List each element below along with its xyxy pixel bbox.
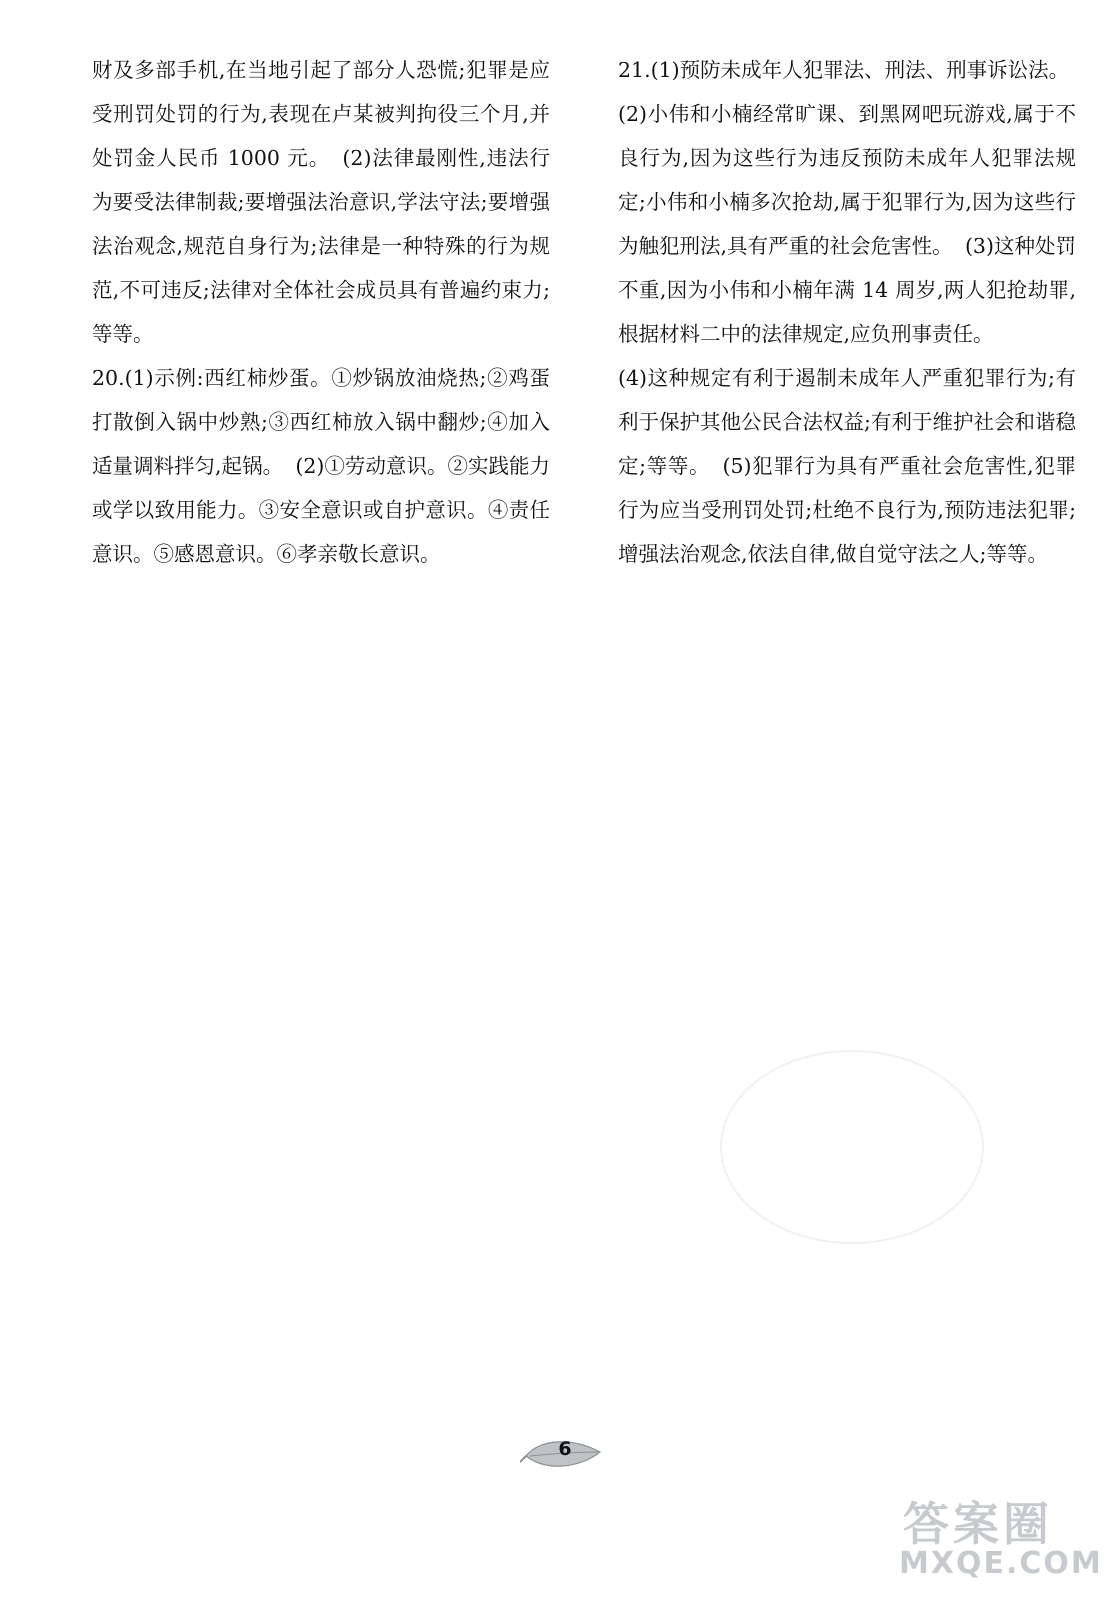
paragraph-21-part-1 xyxy=(618,48,1076,92)
watermark-logo-text: 答案圈 xyxy=(903,1497,1053,1551)
faint-stamp-mark xyxy=(720,1050,984,1244)
text-segment: 20.(1)示例:西红柿炒蛋。①炒锅放油烧热;②鸡蛋打散倒入锅中炒熟;③西红柿放入锅中翻炒;④加入适量调料拌匀,起锅。 xyxy=(92,366,550,478)
right-column xyxy=(618,48,1076,576)
paragraph-20 xyxy=(92,356,550,576)
text-segment: 21.(1)预防未成年人犯罪法、刑法、刑事诉讼法。 xyxy=(618,58,1070,82)
paragraph-19-continued xyxy=(92,48,550,356)
text-segment: (3)这种处罚不重,因为小伟和小楠年满 14 周岁,两人犯抢劫罪,根据材料二中的法律规定,应负刑事责任。 xyxy=(618,234,1077,346)
text-segment: (2)法律最刚性,违法行为要受法律制裁;要增强法治意识,学法守法;要增强法治观念,规范自身行为;法律是一种特殊的行为规范,不可违反;法律对全体社会成员具有普遍约束力;等等。 xyxy=(92,146,550,346)
page-number-badge xyxy=(520,1432,606,1476)
text-segment: (4)这种规定有利于遏制未成年人严重犯罪行为;有利于保护其他公民合法权益;有利于维护社会和谐稳定;等等。 xyxy=(618,366,1076,478)
paragraph-21-part-2-3 xyxy=(618,92,1076,356)
text-segment: (2)小伟和小楠经常旷课、到黑网吧玩游戏,属于不良行为,因为这些行为违反预防未成年人犯罪法规定;小伟和小楠多次抢劫,属于犯罪行为,因为这些行为触犯刑法,具有严重的社会危害性。 xyxy=(618,102,1076,258)
text-segment: (5)犯罪行为具有严重社会危害性,犯罪行为应当受刑罚处罚;杜绝不良行为,预防违法犯罪;增强法治观念,依法自律,做自觉守法之人;等等。 xyxy=(618,454,1076,566)
paragraph-21-part-4-5 xyxy=(618,356,1076,576)
text-segment: (2)①劳动意识。②实践能力或学以致用能力。③安全意识或自护意识。④责任意识。⑤感恩意识。⑥孝亲敬长意识。 xyxy=(92,454,550,566)
text-segment: 财及多部手机,在当地引起了部分人恐慌;犯罪是应受刑罚处罚的行为,表现在卢某被判拘役三个月,并处罚金人民币 1000 元。 xyxy=(92,58,550,170)
page-number: 6 xyxy=(558,1438,572,1460)
left-column xyxy=(92,48,550,576)
watermark xyxy=(893,1488,1103,1588)
watermark-url: MXQE.COM xyxy=(899,1546,1103,1581)
